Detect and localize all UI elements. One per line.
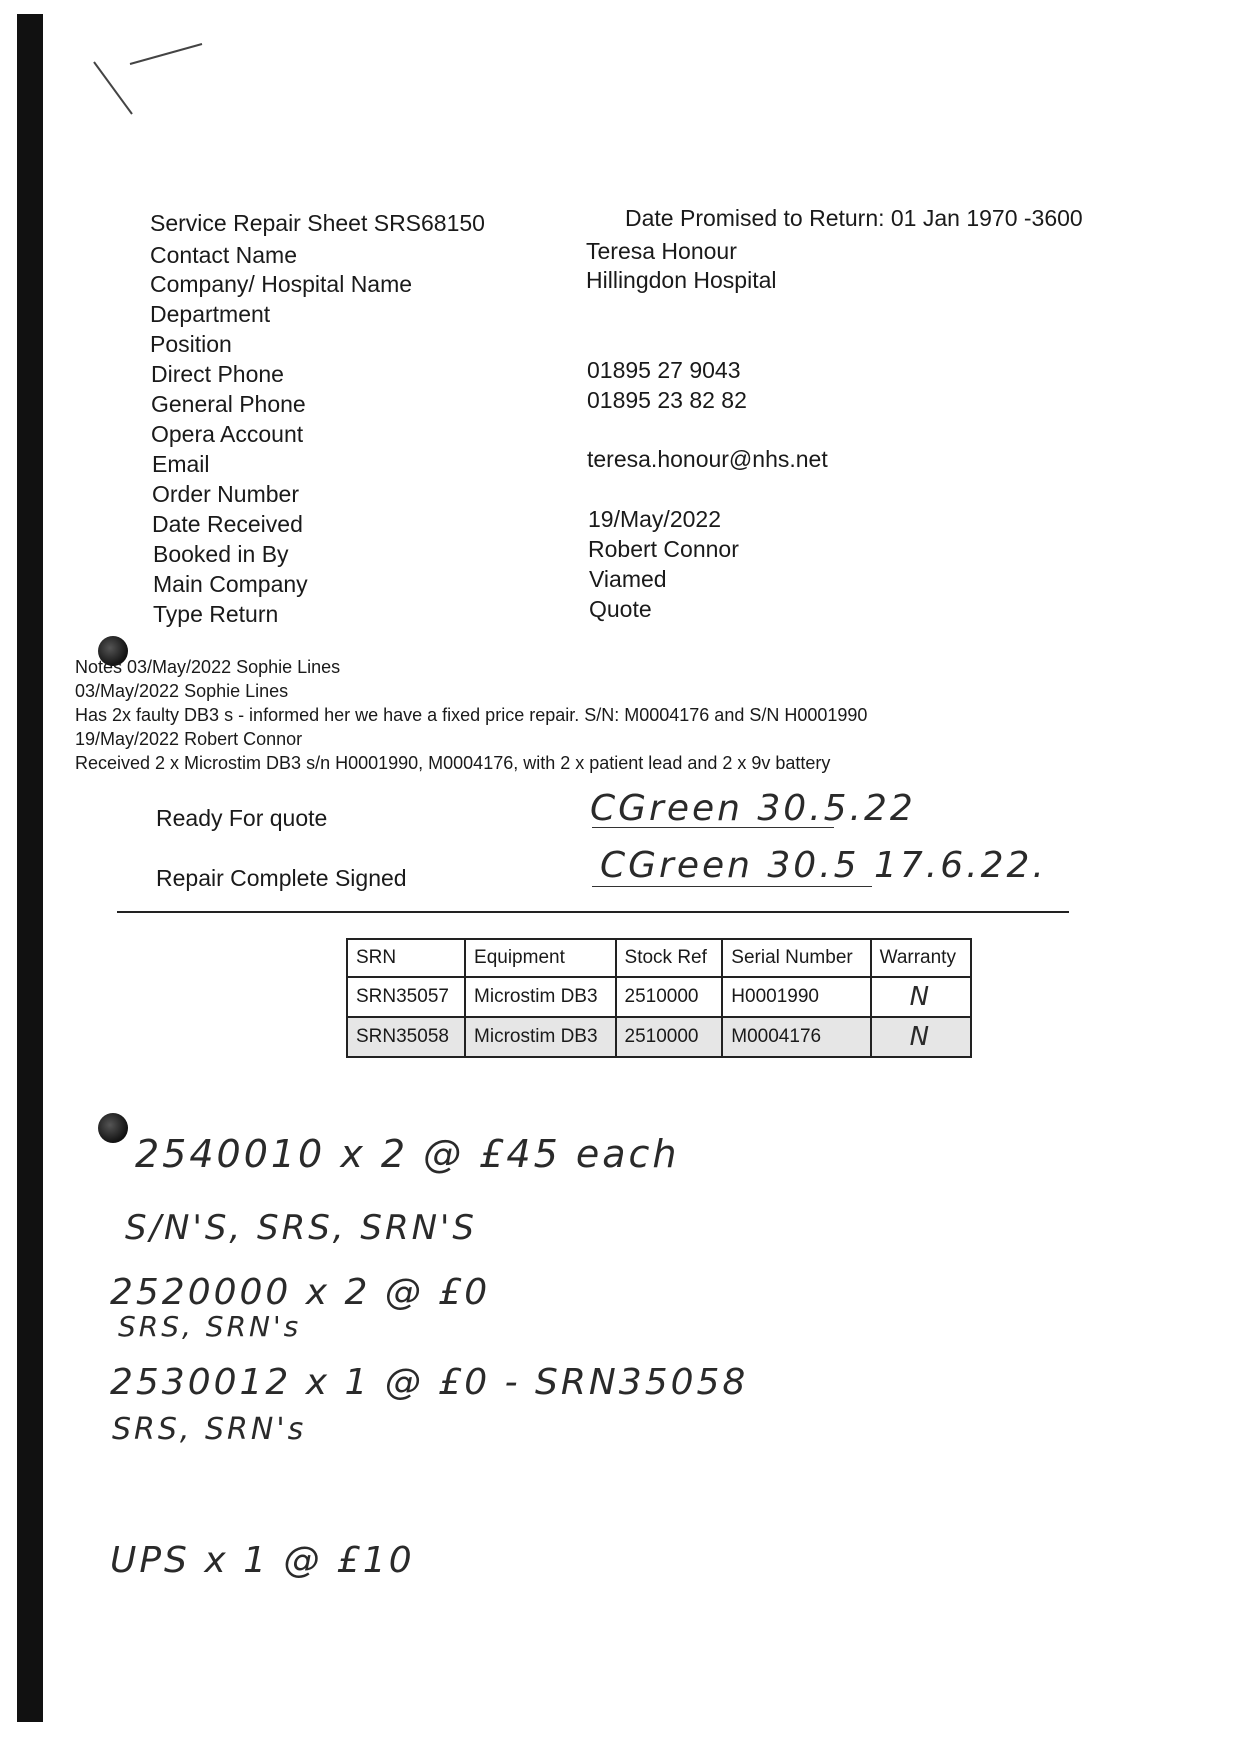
label-email: Email: [152, 451, 210, 477]
section-divider: [117, 911, 1069, 913]
cell-srn: SRN35058: [347, 1017, 465, 1057]
note-line: 19/May/2022 Robert Connor: [75, 729, 303, 749]
cell-serial-number: H0001990: [722, 977, 870, 1017]
label-main-company: Main Company: [153, 571, 308, 597]
date-promised: Date Promised to Return: 01 Jan 1970 -3600: [625, 205, 1083, 231]
signature-underline: [592, 827, 834, 828]
cell-warranty: N: [871, 1017, 971, 1057]
header-warranty: Warranty: [871, 939, 971, 977]
equipment-table: [346, 938, 972, 1058]
label-order-number: Order Number: [152, 481, 299, 507]
handwritten-line: 2530012 x 1 @ £0 - SRN35058: [110, 1362, 749, 1403]
label-company: Company/ Hospital Name: [150, 271, 413, 297]
staple-mark-icon: [90, 40, 210, 120]
label-department: Department: [150, 301, 271, 327]
value-date-received: 19/May/2022: [588, 506, 721, 532]
note-line: 03/May/2022 Sophie Lines: [75, 681, 289, 701]
punch-hole-icon: [98, 1113, 128, 1143]
cell-stock-ref: 2510000: [616, 1017, 723, 1057]
label-opera-account: Opera Account: [151, 421, 304, 447]
note-line: Notes 03/May/2022 Sophie Lines: [75, 657, 341, 677]
cell-warranty: N: [871, 977, 971, 1017]
scan-edge: [17, 14, 43, 1736]
cell-serial-number: M0004176: [722, 1017, 870, 1057]
note-line: Received 2 x Microstim DB3 s/n H0001990, M0004176, with 2 x patient lead and 2 x 9v battery: [75, 753, 831, 773]
value-main-company: Viamed: [589, 566, 667, 592]
label-direct-phone: Direct Phone: [151, 361, 284, 387]
repair-complete-label: Repair Complete Signed: [156, 865, 407, 891]
scan-margin: [17, 1722, 1239, 1750]
table-row: [347, 977, 971, 1017]
value-email: teresa.honour@nhs.net: [587, 446, 828, 472]
ready-for-quote-label: Ready For quote: [156, 805, 328, 831]
signature-underline: [592, 886, 872, 887]
value-company: Hillingdon Hospital: [586, 267, 777, 293]
cell-srn: SRN35057: [347, 977, 465, 1017]
handwritten-line: 2540010 x 2 @ £45 each: [135, 1132, 680, 1176]
value-booked-in-by: Robert Connor: [588, 536, 739, 562]
ready-for-quote-signature: CGreen 30.5.22: [590, 788, 916, 829]
handwritten-line: S/N'S, SRS, SRN'S: [125, 1208, 477, 1248]
label-type-return: Type Return: [153, 601, 279, 627]
handwritten-line: SRS, SRN's: [112, 1412, 307, 1447]
sheet-title: Service Repair Sheet SRS68150: [150, 210, 485, 236]
cell-equipment: Microstim DB3: [465, 1017, 616, 1057]
handwritten-line: 2520000 x 2 @ £0: [110, 1272, 491, 1313]
label-position: Position: [150, 331, 232, 357]
cell-stock-ref: 2510000: [616, 977, 723, 1017]
repair-complete-signature: CGreen 30.5 17.6.22.: [600, 845, 1047, 886]
note-line: Has 2x faulty DB3 s - informed her we have a fixed price repair. S/N: M0004176 and S/N H0001990: [75, 705, 868, 725]
label-contact-name: Contact Name: [150, 242, 298, 268]
cell-equipment: Microstim DB3: [465, 977, 616, 1017]
label-date-received: Date Received: [152, 511, 303, 537]
label-booked-in-by: Booked in By: [153, 541, 289, 567]
header-equipment: Equipment: [465, 939, 616, 977]
table-row: [347, 1017, 971, 1057]
table-header-row: [347, 939, 971, 977]
header-stock-ref: Stock Ref: [616, 939, 723, 977]
value-type-return: Quote: [589, 596, 652, 622]
handwritten-line: UPS x 1 @ £10: [110, 1540, 415, 1581]
value-direct-phone: 01895 27 9043: [587, 357, 741, 383]
value-contact-name: Teresa Honour: [586, 238, 737, 264]
value-general-phone: 01895 23 82 82: [587, 387, 747, 413]
handwritten-line: SRS, SRN's: [118, 1310, 302, 1343]
header-srn: SRN: [347, 939, 465, 977]
header-serial-number: Serial Number: [722, 939, 870, 977]
label-general-phone: General Phone: [151, 391, 306, 417]
